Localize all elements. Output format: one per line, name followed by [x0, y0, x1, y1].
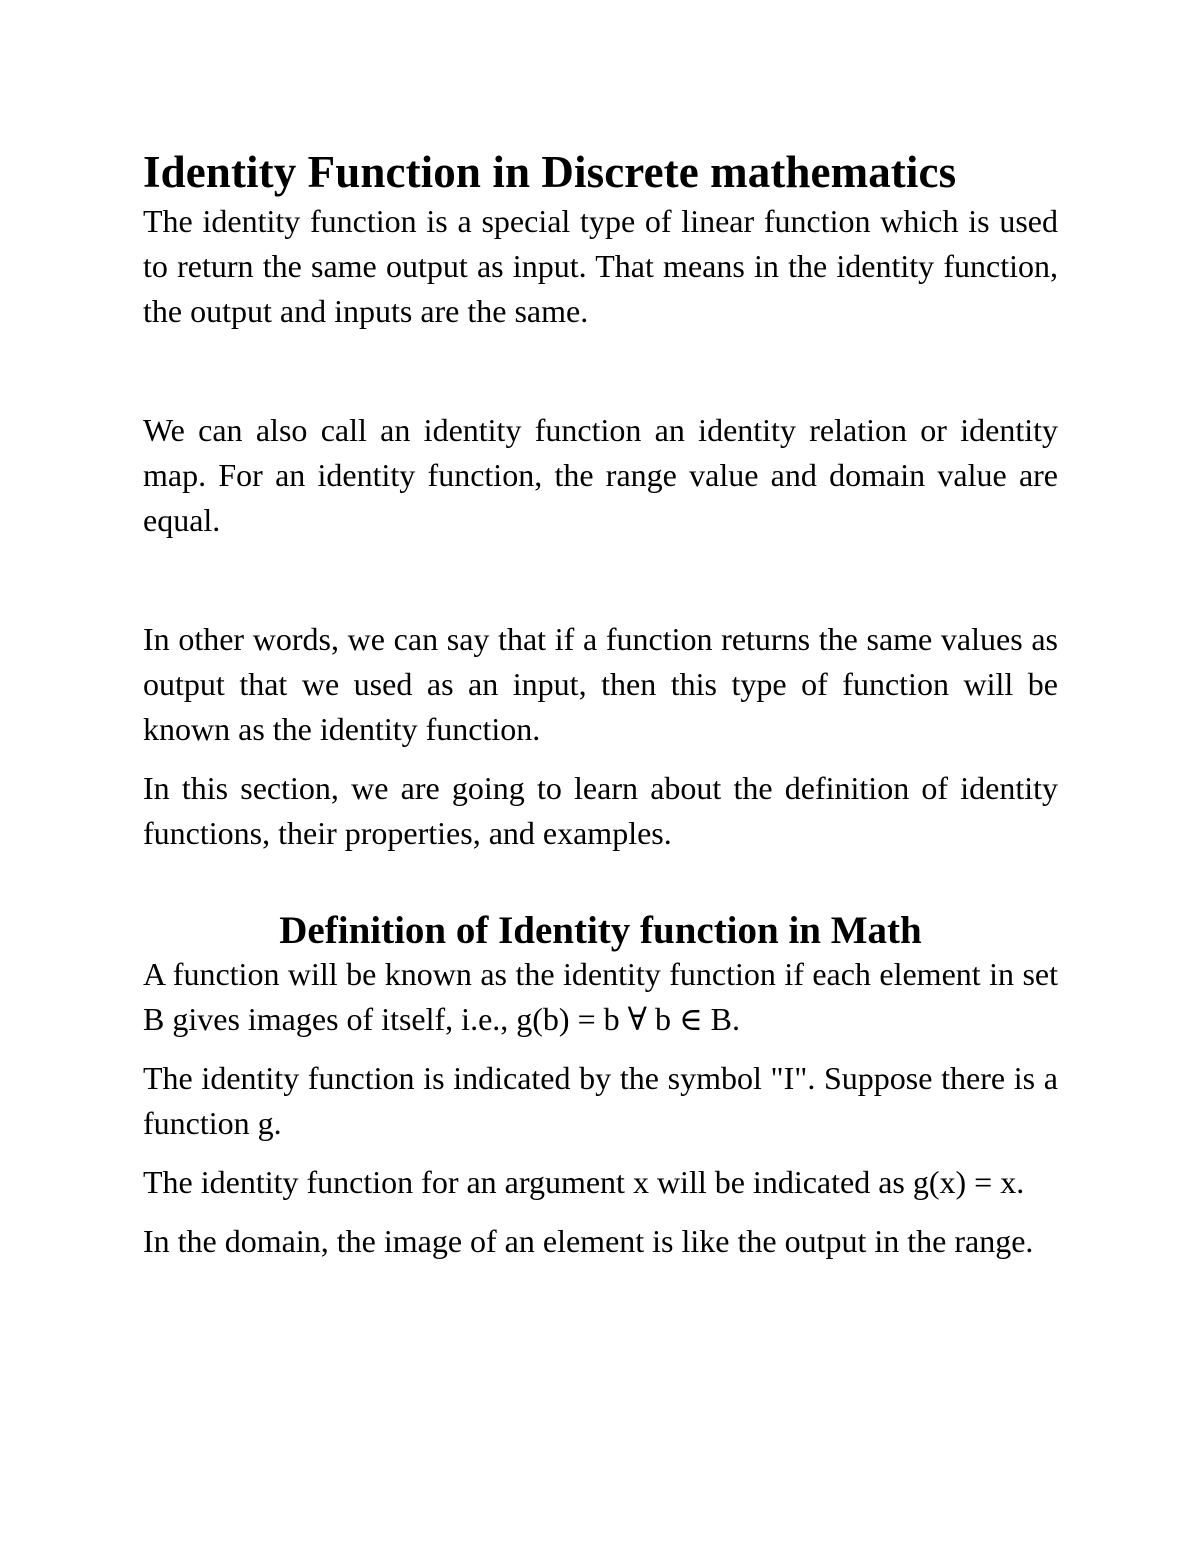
page-title: Identity Function in Discrete mathematics: [143, 147, 957, 197]
definition-paragraph-2: The identity function is indicated by the symbol "I". Suppose there is a function g.: [143, 1060, 1058, 1141]
intro-paragraph-1: The identity function is a special type of linear function which is used to return the same output as input. That means in the identity function, the output and inputs are the same.: [143, 203, 1058, 329]
intro-paragraph-3: In other words, we can say that if a function returns the same values as output that we used as an input, then this type of function will be known as the identity function.: [143, 621, 1058, 747]
definition-paragraph-4: In the domain, the image of an element is like the output in the range.: [143, 1223, 1034, 1259]
document-content: [143, 142, 1058, 1264]
definition-paragraph-1: A function will be known as the identity function if each element in set B gives images of itself, i.e., g(b) = b ∀ b ∈ B.: [143, 956, 1058, 1037]
intro-paragraph-2: We can also call an identity function an identity relation or identity map. For an identity function, the range value and domain value are equal.: [143, 412, 1058, 538]
intro-paragraph-4: In this section, we are going to learn about the definition of identity functions, their properties, and examples.: [143, 770, 1058, 851]
definition-heading: Definition of Identity function in Math: [279, 909, 922, 952]
definition-paragraph-3: The identity function for an argument x will be indicated as g(x) = x.: [143, 1164, 1025, 1200]
